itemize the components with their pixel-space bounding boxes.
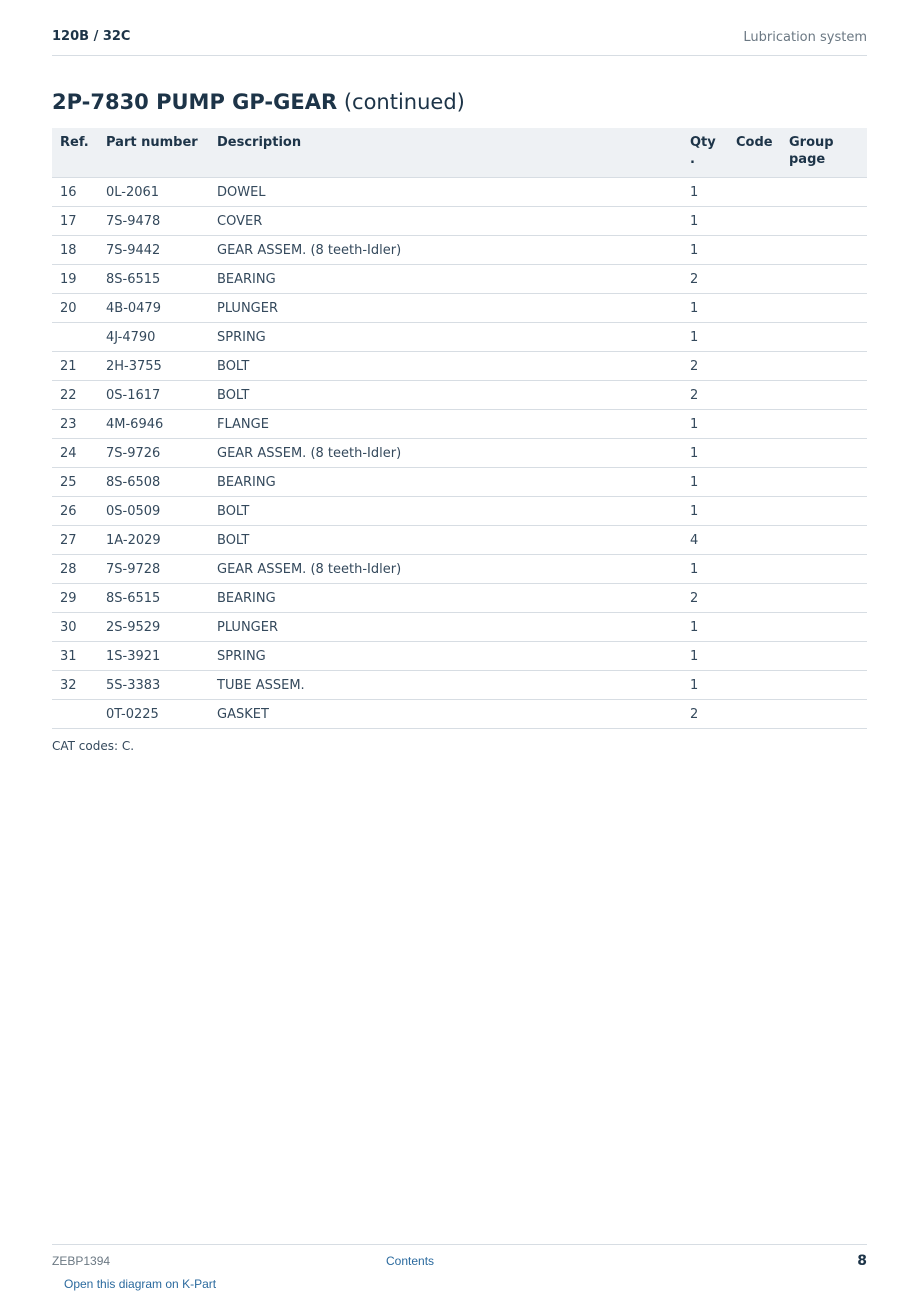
description-cell: PLUNGER bbox=[209, 613, 682, 642]
qty-cell: 1 bbox=[682, 642, 728, 671]
document-id: ZEBP1394 bbox=[52, 1254, 111, 1268]
description-cell: BOLT bbox=[209, 497, 682, 526]
qty-cell: 1 bbox=[682, 497, 728, 526]
title-main: 2P-7830 PUMP GP-GEAR bbox=[52, 90, 338, 114]
part-number-cell: 8S-6515 bbox=[98, 584, 209, 613]
qty-cell: 1 bbox=[682, 236, 728, 265]
ref-cell: 21 bbox=[52, 352, 98, 381]
code-cell bbox=[728, 468, 781, 497]
model-label: 120B / 32C bbox=[52, 29, 131, 44]
col-part-number-header: Part number bbox=[98, 128, 209, 178]
qty-cell: 1 bbox=[682, 323, 728, 352]
table-row bbox=[52, 178, 867, 207]
group-page-cell bbox=[781, 410, 867, 439]
qty-cell: 1 bbox=[682, 178, 728, 207]
description-cell: BEARING bbox=[209, 265, 682, 294]
col-group-page-header bbox=[781, 128, 867, 178]
part-number-cell: 1S-3921 bbox=[98, 642, 209, 671]
description-cell: BOLT bbox=[209, 352, 682, 381]
code-cell bbox=[728, 323, 781, 352]
group-page-cell bbox=[781, 642, 867, 671]
code-cell bbox=[728, 178, 781, 207]
description-cell: GEAR ASSEM. (8 teeth-Idler) bbox=[209, 236, 682, 265]
group-page-cell bbox=[781, 555, 867, 584]
ref-cell: 18 bbox=[52, 236, 98, 265]
code-cell bbox=[728, 352, 781, 381]
qty-cell: 1 bbox=[682, 207, 728, 236]
table-row bbox=[52, 207, 867, 236]
group-page-cell bbox=[781, 265, 867, 294]
group-page-cell bbox=[781, 613, 867, 642]
part-number-cell: 7S-9442 bbox=[98, 236, 209, 265]
part-number-cell: 2S-9529 bbox=[98, 613, 209, 642]
group-page-cell bbox=[781, 584, 867, 613]
table-row bbox=[52, 236, 867, 265]
group-header-line1: Group bbox=[789, 135, 834, 150]
part-number-cell: 4M-6946 bbox=[98, 410, 209, 439]
group-page-cell bbox=[781, 236, 867, 265]
qty-cell: 1 bbox=[682, 468, 728, 497]
ref-cell: 27 bbox=[52, 526, 98, 555]
qty-cell: 4 bbox=[682, 526, 728, 555]
table-row bbox=[52, 410, 867, 439]
ref-cell: 32 bbox=[52, 671, 98, 700]
description-cell: DOWEL bbox=[209, 178, 682, 207]
ref-cell: 23 bbox=[52, 410, 98, 439]
ref-cell: 19 bbox=[52, 265, 98, 294]
ref-cell: 29 bbox=[52, 584, 98, 613]
description-cell: GASKET bbox=[209, 700, 682, 729]
description-cell: GEAR ASSEM. (8 teeth-Idler) bbox=[209, 555, 682, 584]
code-cell bbox=[728, 526, 781, 555]
ref-cell: 24 bbox=[52, 439, 98, 468]
group-page-cell bbox=[781, 178, 867, 207]
qty-cell: 1 bbox=[682, 613, 728, 642]
table-row bbox=[52, 497, 867, 526]
code-cell bbox=[728, 584, 781, 613]
code-cell bbox=[728, 207, 781, 236]
part-number-cell: 8S-6508 bbox=[98, 468, 209, 497]
group-page-cell bbox=[781, 381, 867, 410]
page-number: 8 bbox=[857, 1253, 867, 1269]
description-cell: SPRING bbox=[209, 323, 682, 352]
description-cell: FLANGE bbox=[209, 410, 682, 439]
title-suffix: (continued) bbox=[343, 90, 465, 114]
description-cell: BOLT bbox=[209, 526, 682, 555]
col-qty-header bbox=[682, 128, 728, 178]
group-page-cell bbox=[781, 323, 867, 352]
table-row bbox=[52, 381, 867, 410]
part-number-cell: 4J-4790 bbox=[98, 323, 209, 352]
qty-cell: 1 bbox=[682, 439, 728, 468]
table-row bbox=[52, 642, 867, 671]
code-cell bbox=[728, 410, 781, 439]
qty-header-line1: Qty bbox=[690, 135, 716, 150]
group-page-cell bbox=[781, 497, 867, 526]
qty-cell: 2 bbox=[682, 381, 728, 410]
part-number-cell: 2H-3755 bbox=[98, 352, 209, 381]
table-row bbox=[52, 294, 867, 323]
group-page-cell bbox=[781, 207, 867, 236]
ref-cell: 26 bbox=[52, 497, 98, 526]
parts-table-body bbox=[52, 178, 867, 729]
table-row bbox=[52, 439, 867, 468]
qty-cell: 1 bbox=[682, 555, 728, 584]
table-row bbox=[52, 671, 867, 700]
qty-cell: 2 bbox=[682, 700, 728, 729]
code-cell bbox=[728, 381, 781, 410]
description-cell: TUBE ASSEM. bbox=[209, 671, 682, 700]
kpart-diagram-link[interactable]: Open this diagram on K-Part bbox=[64, 1277, 217, 1291]
code-cell bbox=[728, 671, 781, 700]
table-row bbox=[52, 613, 867, 642]
table-row bbox=[52, 265, 867, 294]
code-cell bbox=[728, 497, 781, 526]
ref-cell: 16 bbox=[52, 178, 98, 207]
code-cell bbox=[728, 613, 781, 642]
description-cell: GEAR ASSEM. (8 teeth-Idler) bbox=[209, 439, 682, 468]
ref-cell: 20 bbox=[52, 294, 98, 323]
description-cell: BEARING bbox=[209, 584, 682, 613]
table-row bbox=[52, 700, 867, 729]
part-number-cell: 0L-2061 bbox=[98, 178, 209, 207]
table-row bbox=[52, 468, 867, 497]
table-row bbox=[52, 584, 867, 613]
qty-cell: 2 bbox=[682, 352, 728, 381]
ref-cell: 25 bbox=[52, 468, 98, 497]
group-header-line2: page bbox=[789, 152, 826, 167]
group-page-cell bbox=[781, 468, 867, 497]
qty-cell: 2 bbox=[682, 584, 728, 613]
contents-link[interactable]: Contents bbox=[386, 1254, 435, 1268]
code-cell bbox=[728, 265, 781, 294]
table-row bbox=[52, 352, 867, 381]
ref-cell: 17 bbox=[52, 207, 98, 236]
group-page-cell bbox=[781, 700, 867, 729]
col-ref-header: Ref. bbox=[52, 128, 98, 178]
description-cell: BOLT bbox=[209, 381, 682, 410]
qty-header-line2: . bbox=[690, 152, 695, 167]
ref-cell: 31 bbox=[52, 642, 98, 671]
part-number-cell: 7S-9478 bbox=[98, 207, 209, 236]
ref-cell bbox=[52, 700, 98, 729]
qty-cell: 1 bbox=[682, 294, 728, 323]
group-page-cell bbox=[781, 671, 867, 700]
cat-codes-note: CAT codes: C. bbox=[52, 739, 135, 753]
ref-cell: 30 bbox=[52, 613, 98, 642]
part-number-cell: 5S-3383 bbox=[98, 671, 209, 700]
qty-cell: 1 bbox=[682, 671, 728, 700]
group-page-cell bbox=[781, 352, 867, 381]
code-cell bbox=[728, 555, 781, 584]
code-cell bbox=[728, 439, 781, 468]
code-cell bbox=[728, 236, 781, 265]
part-number-cell: 0S-1617 bbox=[98, 381, 209, 410]
col-description-header: Description bbox=[209, 128, 682, 178]
description-cell: SPRING bbox=[209, 642, 682, 671]
description-cell: COVER bbox=[209, 207, 682, 236]
group-page-cell bbox=[781, 439, 867, 468]
table-row bbox=[52, 526, 867, 555]
code-cell bbox=[728, 294, 781, 323]
parts-table bbox=[52, 128, 867, 729]
table-row bbox=[52, 555, 867, 584]
col-code-header: Code bbox=[728, 128, 781, 178]
part-number-cell: 7S-9726 bbox=[98, 439, 209, 468]
part-number-cell: 0S-0509 bbox=[98, 497, 209, 526]
part-number-cell: 7S-9728 bbox=[98, 555, 209, 584]
code-cell bbox=[728, 700, 781, 729]
page-header bbox=[52, 29, 867, 56]
table-row bbox=[52, 323, 867, 352]
part-number-cell: 4B-0479 bbox=[98, 294, 209, 323]
table-header-row bbox=[52, 128, 867, 178]
ref-cell: 28 bbox=[52, 555, 98, 584]
description-cell: BEARING bbox=[209, 468, 682, 497]
page-title bbox=[52, 90, 465, 114]
section-label: Lubrication system bbox=[743, 30, 867, 45]
page-footer bbox=[52, 1244, 867, 1291]
qty-cell: 2 bbox=[682, 265, 728, 294]
qty-cell: 1 bbox=[682, 410, 728, 439]
part-number-cell: 0T-0225 bbox=[98, 700, 209, 729]
ref-cell bbox=[52, 323, 98, 352]
group-page-cell bbox=[781, 294, 867, 323]
part-number-cell: 1A-2029 bbox=[98, 526, 209, 555]
code-cell bbox=[728, 642, 781, 671]
description-cell: PLUNGER bbox=[209, 294, 682, 323]
part-number-cell: 8S-6515 bbox=[98, 265, 209, 294]
group-page-cell bbox=[781, 526, 867, 555]
ref-cell: 22 bbox=[52, 381, 98, 410]
